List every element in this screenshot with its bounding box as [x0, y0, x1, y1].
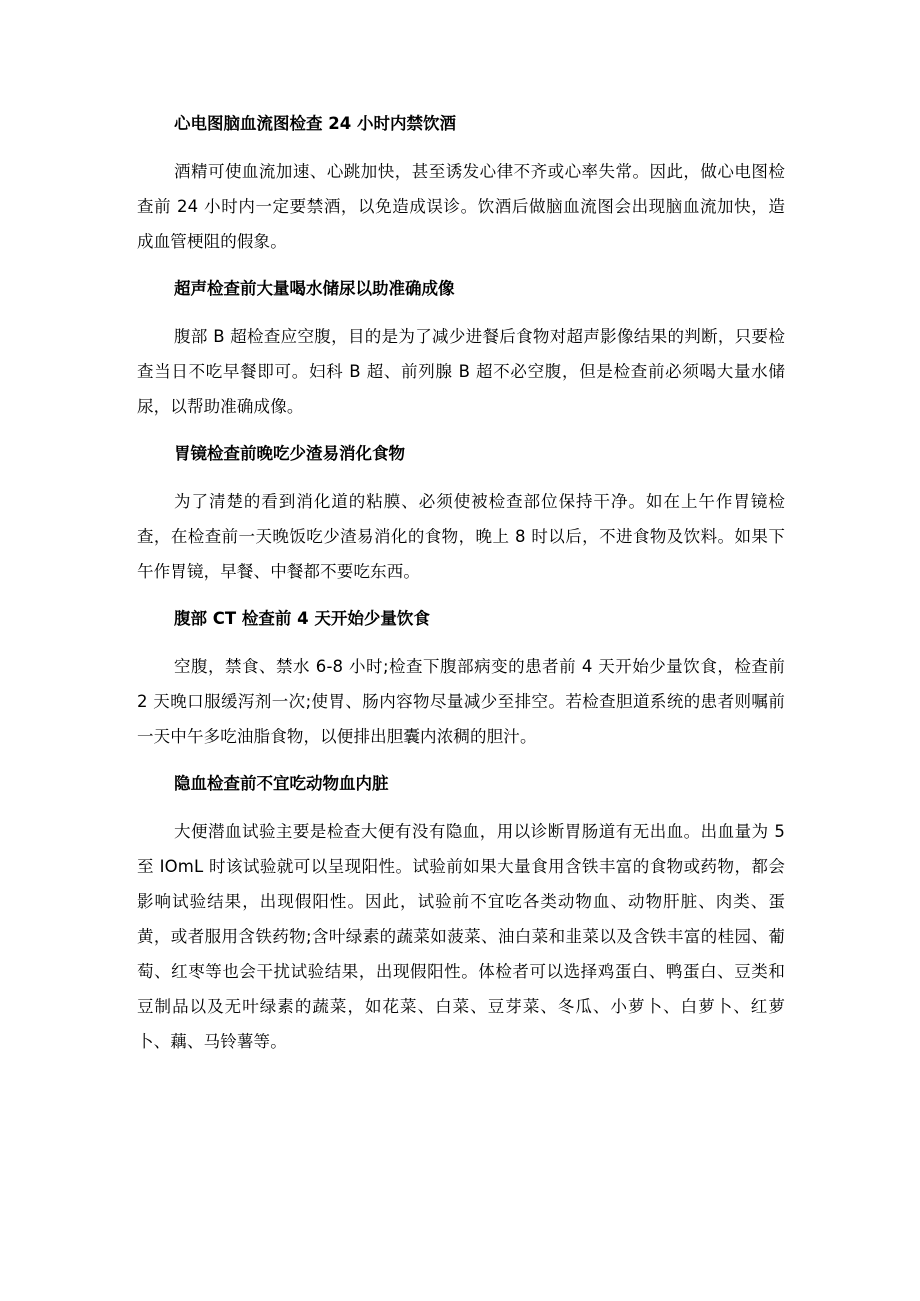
section-body-ecg: 酒精可使血流加速、心跳加快，甚至诱发心律不齐或心率失常。因此，做心电图检查前 24 小时内一定要禁酒，以免造成误诊。饮酒后做脑血流图会出现脑血流加快，造成血管梗阻的假象。: [137, 162, 785, 251]
section-heading-abdominal-ct: 腹部 CT 检查前 4 天开始少量饮食: [174, 609, 430, 628]
section-heading-occult-blood: 隐血检查前不宜吃动物血内脏: [174, 774, 389, 793]
section-body-abdominal-ct: 空腹，禁食、禁水 6-8 小时;检查下腹部病变的患者前 4 天开始少量饮食，检查前 2 天晚口服缓泻剂一次;使胃、肠内容物尽量减少至排空。若检查胆道系统的患者则嘱前一天中午多吃油脂食物，以便排出胆囊内浓稠的胆汁。: [137, 657, 785, 746]
section-body-occult-blood: 大便潜血试验主要是检查大便有没有隐血，用以诊断胃肠道有无出血。出血量为 5 至 IOmL 时该试验就可以呈现阳性。试验前如果大量食用含铁丰富的食物或药物，都会影响试验结果，出现假阳性。因此，试验前不宜吃各类动物血、动物肝脏、肉类、蛋黄，或者服用含铁药物;含叶绿素的蔬菜如菠菜、油白菜和韭菜以及含铁丰富的桂园、葡萄、红枣等也会干扰试验结果，出现假阳性。体检者可以选择鸡蛋白、鸭蛋白、豆类和豆制品以及无叶绿素的蔬菜，如花菜、白菜、豆芽菜、冬瓜、小萝卜、白萝卜、红萝卜、藕、马铃薯等。: [137, 822, 785, 1051]
document-content: [137, 111, 785, 1076]
section-body-ultrasound: 腹部 B 超检查应空腹，目的是为了减少进餐后食物对超声影像结果的判断，只要检查当日不吃早餐即可。妇科 B 超、前列腺 B 超不必空腹，但是检查前必须喝大量水储尿，以帮助准确成像。: [137, 327, 785, 416]
section-heading-ecg: 心电图脑血流图检查 24 小时内禁饮酒: [174, 114, 456, 133]
section-heading-gastroscopy: 胃镜检查前晚吃少渣易消化食物: [174, 444, 405, 463]
section-body-gastroscopy: 为了清楚的看到消化道的粘膜、必须使被检查部位保持干净。如在上午作胃镜检查，在检查前一天晚饭吃少渣易消化的食物，晚上 8 时以后，不进食物及饮料。如果下午作胃镜，早餐、中餐都不要吃东西。: [137, 492, 785, 581]
section-heading-ultrasound: 超声检查前大量喝水储尿以助准确成像: [174, 279, 455, 298]
